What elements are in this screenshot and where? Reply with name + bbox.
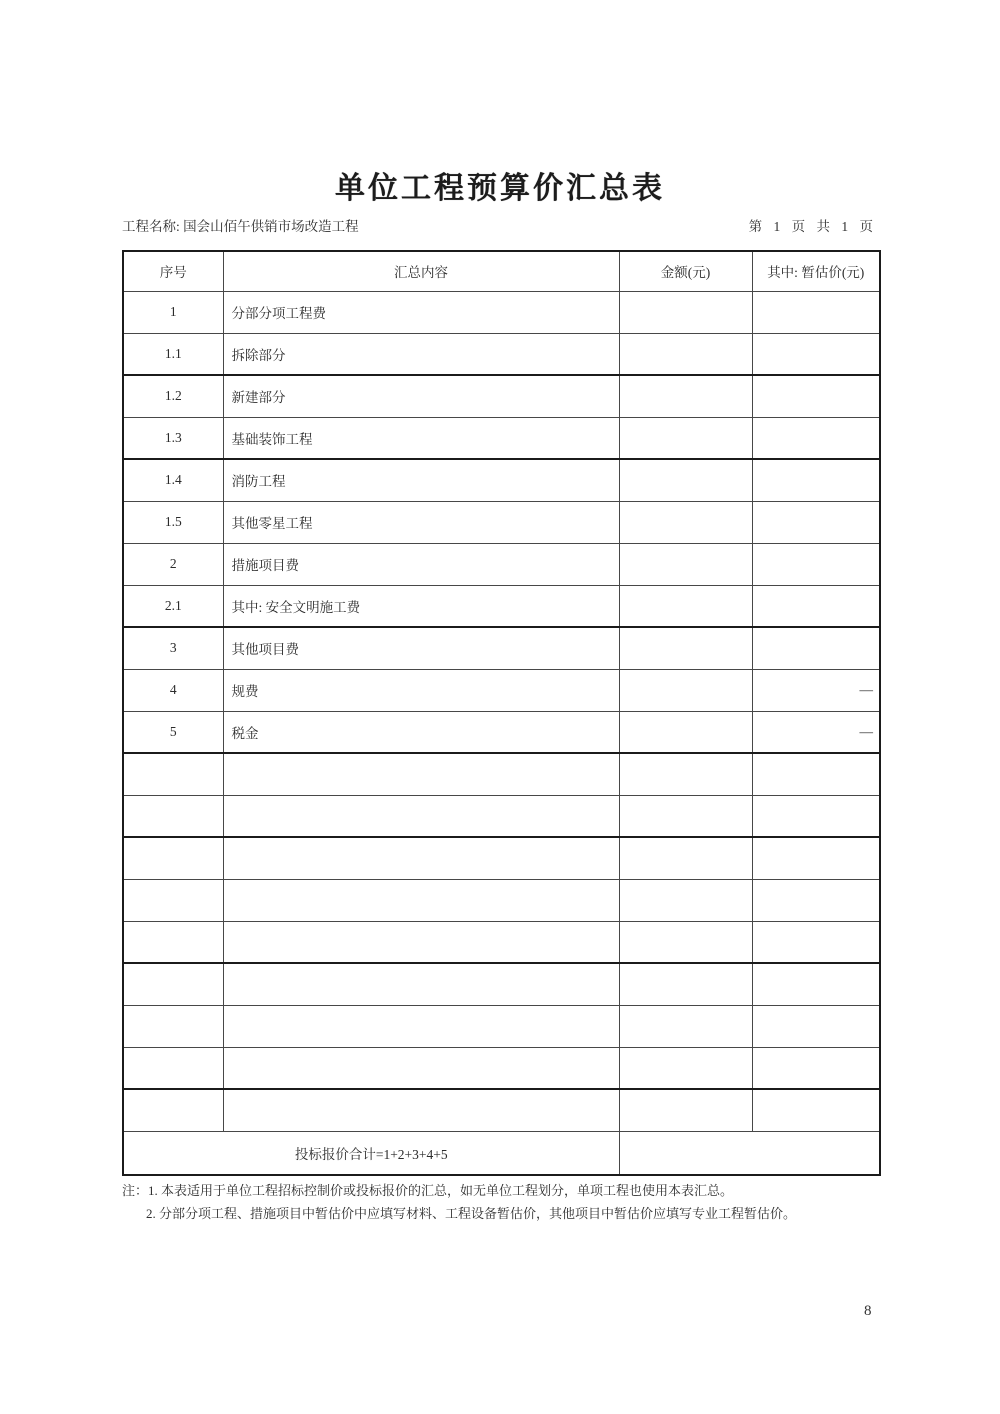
cell-no: [123, 795, 223, 837]
page-title: 单位工程预算价汇总表: [335, 172, 665, 205]
cell-content: 其他项目费: [223, 627, 619, 669]
cell-provisional: [752, 291, 880, 333]
cell-amount: [619, 375, 752, 417]
cell-provisional: [752, 753, 880, 795]
cell-content: [223, 1005, 619, 1047]
cell-content: [223, 1089, 619, 1131]
cell-content: 基础装饰工程: [223, 417, 619, 459]
cell-amount: [619, 711, 752, 753]
note-line-2: 2. 分部分项工程、措施项目中暂估价中应填写材料、工程设备暂估价，其他项目中暂估价应填写专业工程暂估价。: [146, 1205, 797, 1221]
table-row: [123, 417, 880, 459]
table-row-empty: [123, 921, 880, 963]
table-footer: [123, 1131, 880, 1175]
cell-content: 分部分项工程费: [223, 291, 619, 333]
cell-no: 4: [123, 669, 223, 711]
table-row: [123, 543, 880, 585]
cell-no: 1.3: [123, 417, 223, 459]
table-row-empty: [123, 879, 880, 921]
table-row-empty: [123, 753, 880, 795]
cell-amount: [619, 501, 752, 543]
cell-no: [123, 1047, 223, 1089]
cell-provisional: [752, 501, 880, 543]
cell-content: [223, 963, 619, 1005]
cell-content: 消防工程: [223, 459, 619, 501]
cell-content: [223, 795, 619, 837]
cell-provisional: [752, 795, 880, 837]
table-row: [123, 291, 880, 333]
cell-amount: [619, 1047, 752, 1089]
note-line-1: 注：1. 本表适用于单位工程招标控制价或投标报价的汇总，如无单位工程划分，单项工程也使用本表汇总。: [122, 1183, 734, 1198]
cell-content: 其中: 安全文明施工费: [223, 585, 619, 627]
cell-content: [223, 753, 619, 795]
cell-provisional: [752, 333, 880, 375]
table-row-empty: [123, 837, 880, 879]
header-cell-no: 序号: [123, 251, 223, 291]
cell-provisional: [752, 1089, 880, 1131]
cell-amount: [619, 291, 752, 333]
cell-amount: [619, 753, 752, 795]
cell-provisional: [752, 1047, 880, 1089]
cell-content: [223, 879, 619, 921]
total-value: [619, 1131, 880, 1175]
cell-provisional: [752, 417, 880, 459]
header-cell-provisional: 其中: 暂估价(元): [752, 251, 880, 291]
table-row: [123, 375, 880, 417]
cell-provisional: [752, 963, 880, 1005]
cell-provisional: [752, 459, 880, 501]
cell-amount: [619, 459, 752, 501]
cell-content: 拆除部分: [223, 333, 619, 375]
page-indicator: 第 1 页 共 1 页: [748, 219, 877, 234]
total-row: [123, 1131, 880, 1175]
table-row-empty: [123, 1047, 880, 1089]
cell-no: 3: [123, 627, 223, 669]
table-body: [123, 291, 880, 1131]
cell-no: [123, 753, 223, 795]
cell-amount: [619, 1005, 752, 1047]
table-row: [123, 459, 880, 501]
cell-no: [123, 879, 223, 921]
cell-provisional: [752, 627, 880, 669]
cell-content: [223, 1047, 619, 1089]
table-header: [123, 251, 880, 291]
cell-no: 1: [123, 291, 223, 333]
table-row-empty: [123, 1005, 880, 1047]
cell-no: [123, 1005, 223, 1047]
cell-amount: [619, 585, 752, 627]
cell-provisional: [752, 585, 880, 627]
cell-content: 规费: [223, 669, 619, 711]
table-row-empty: [123, 1089, 880, 1131]
cell-amount: [619, 669, 752, 711]
cell-amount: [619, 837, 752, 879]
header-cell-content: 汇总内容: [223, 251, 619, 291]
header-row: [123, 251, 880, 291]
cell-provisional: [752, 837, 880, 879]
cell-no: 2: [123, 543, 223, 585]
cell-no: [123, 1089, 223, 1131]
project-name: 工程名称: 国会山佰午供销市场改造工程: [122, 219, 359, 234]
cell-content: [223, 921, 619, 963]
cell-amount: [619, 543, 752, 585]
cell-content: [223, 837, 619, 879]
cell-no: [123, 837, 223, 879]
cell-no: 1.1: [123, 333, 223, 375]
cell-amount: [619, 417, 752, 459]
cell-no: [123, 963, 223, 1005]
table-row: [123, 669, 880, 711]
summary-table: [122, 250, 881, 1176]
cell-amount: [619, 879, 752, 921]
cell-provisional: [752, 879, 880, 921]
table-row: [123, 711, 880, 753]
cell-content: 其他零星工程: [223, 501, 619, 543]
table-row: [123, 627, 880, 669]
cell-provisional: [752, 1005, 880, 1047]
notes: [122, 1180, 892, 1226]
table-row: [123, 501, 880, 543]
cell-no: 1.2: [123, 375, 223, 417]
table-row-empty: [123, 963, 880, 1005]
cell-provisional: [752, 375, 880, 417]
cell-content: 新建部分: [223, 375, 619, 417]
cell-amount: [619, 795, 752, 837]
cell-no: 1.5: [123, 501, 223, 543]
cell-content: 措施项目费: [223, 543, 619, 585]
header-cell-amount: 金额(元): [619, 251, 752, 291]
cell-provisional: [752, 543, 880, 585]
cell-provisional: [752, 921, 880, 963]
cell-no: 2.1: [123, 585, 223, 627]
cell-content: 税金: [223, 711, 619, 753]
table-row-empty: [123, 795, 880, 837]
total-label: 投标报价合计=1+2+3+4+5: [123, 1131, 619, 1175]
table-row: [123, 333, 880, 375]
cell-amount: [619, 333, 752, 375]
cell-amount: [619, 1089, 752, 1131]
meta-row: [122, 215, 879, 235]
page-number: 8: [864, 1303, 872, 1319]
cell-amount: [619, 921, 752, 963]
cell-provisional: —: [752, 669, 880, 711]
cell-no: 5: [123, 711, 223, 753]
cell-no: [123, 921, 223, 963]
table-row: [123, 585, 880, 627]
cell-amount: [619, 963, 752, 1005]
cell-provisional: —: [752, 711, 880, 753]
cell-no: 1.4: [123, 459, 223, 501]
cell-amount: [619, 627, 752, 669]
